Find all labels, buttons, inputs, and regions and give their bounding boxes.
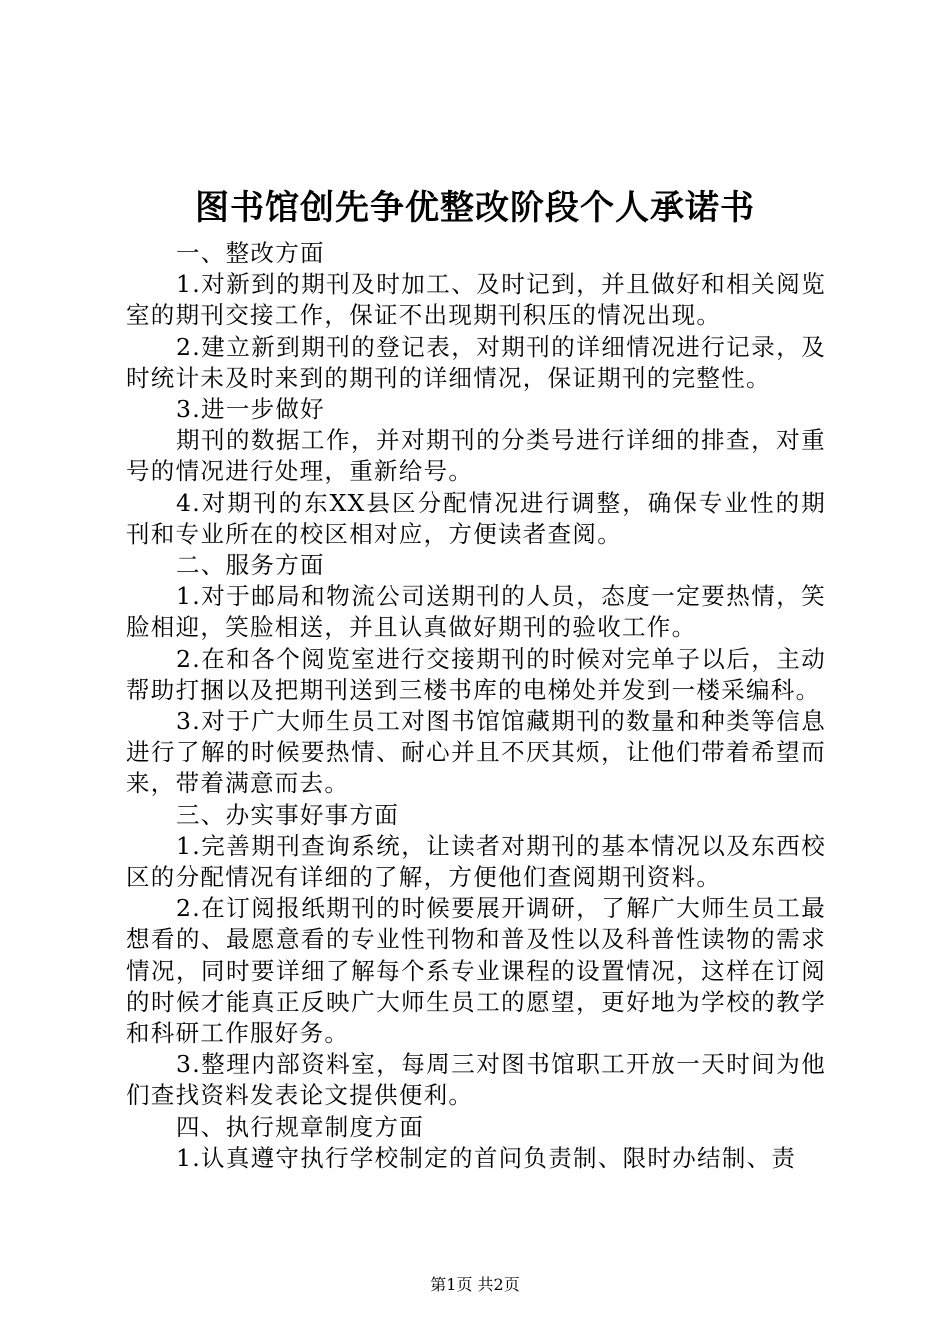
paragraph: 1.完善期刊查询系统，让读者对期刊的基本情况以及东西校区的分配情况有详细的了解，方便他们查阅期刊资料。: [126, 831, 826, 892]
document-title: 图书馆创先争优整改阶段个人承诺书: [195, 188, 755, 228]
page-footer: 第1页 共2页: [430, 1275, 520, 1294]
paragraph: 3.整理内部资料室，每周三对图书馆职工开放一天时间为他们查找资料发表论文提供便利。: [126, 1050, 826, 1110]
section-heading-regulations: 四、执行规章制度方面: [176, 1112, 424, 1141]
section-heading-service: 二、服务方面: [176, 551, 325, 580]
paragraph: 1.对新到的期刊及时加工、及时记到，并且做好和相关阅览室的期刊交接工作，保证不出现期刊积压的情况出现。: [126, 270, 826, 330]
document-body: [126, 238, 826, 1174]
paragraph: 4.对期刊的东XX县区分配情况进行调整，确保专业性的期刊和专业所在的校区相对应，方便读者查阅。: [126, 488, 826, 548]
paragraph: 期刊的数据工作，并对期刊的分类号进行详细的排查，对重号的情况进行处理，重新给号。: [126, 426, 826, 486]
paragraph: 1.认真遵守执行学校制定的首问负责制、限时办结制、责: [176, 1143, 797, 1172]
section-heading-rectification: 一、整改方面: [176, 239, 325, 267]
paragraph: 3.进一步做好: [176, 395, 326, 424]
paragraph: 2.在和各个阅览室进行交接期刊的时候对完单子以后，主动帮助打捆以及把期刊送到三楼书库的电梯处并发到一楼采编科。: [126, 644, 826, 704]
section-heading-practical-work: 三、办实事好事方面: [176, 800, 400, 829]
paragraph: 1.对于邮局和物流公司送期刊的人员，态度一定要热情，笑脸相迎，笑脸相送，并且认真做好期刊的验收工作。: [126, 582, 826, 642]
paragraph: 2.在订阅报纸期刊的时候要展开调研，了解广大师生员工最想看的、最愿意看的专业性刊物和普及性以及科普性读物的需求情况，同时要详细了解每个系专业课程的设置情况，这样在订阅的时候才能真正反映广大师生员工的愿望，更好地为学校的教学和科研工作服好务。: [126, 894, 826, 1048]
paragraph: 3.对于广大师生员工对图书馆馆藏期刊的数量和种类等信息进行了解的时候要热情、耐心并且不厌其烦，让他们带着希望而来，带着满意而去。: [126, 707, 826, 798]
paragraph: 2.建立新到期刊的登记表，对期刊的详细情况进行记录，及时统计未及时来到的期刊的详细情况，保证期刊的完整性。: [126, 332, 826, 392]
